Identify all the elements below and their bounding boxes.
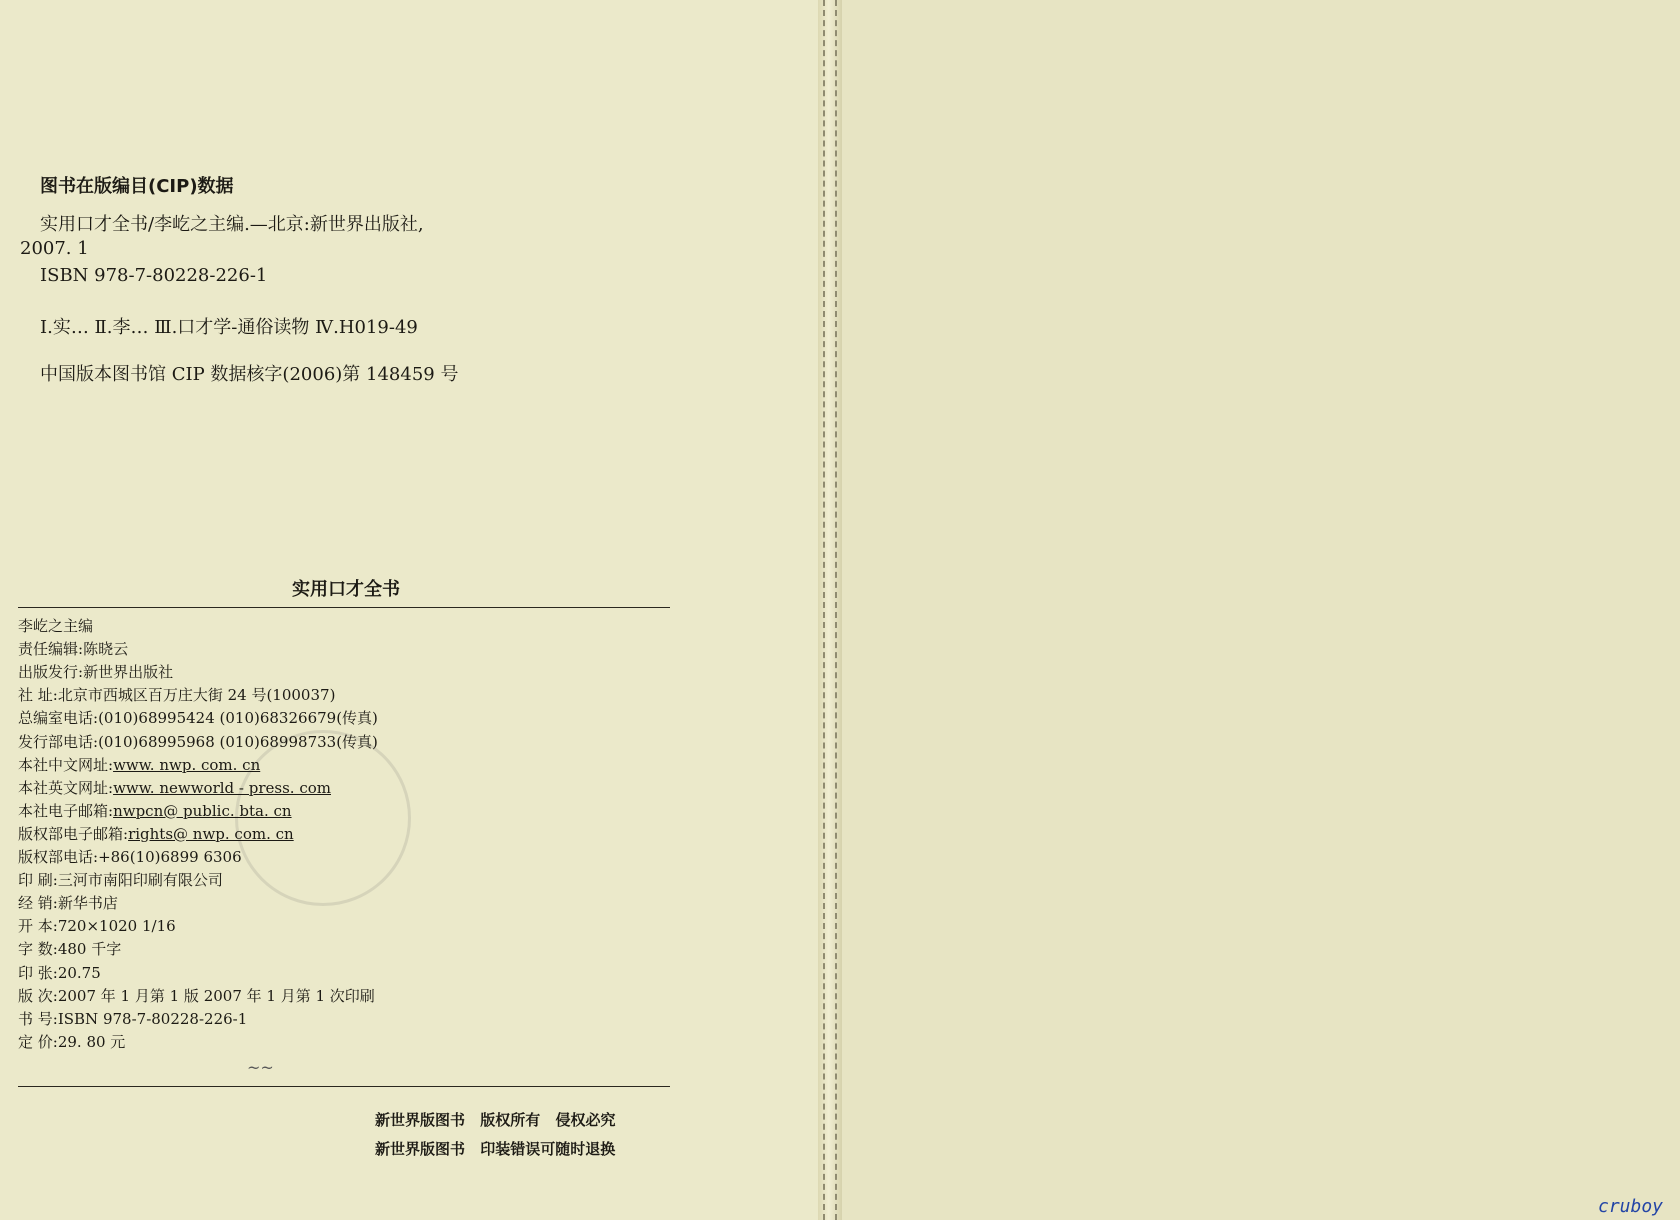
info-row (18, 638, 128, 661)
cip-record-line: ISBN 978-7-80228-226-1 (40, 265, 268, 286)
info-row (18, 892, 118, 915)
divider (18, 607, 670, 608)
info-value: (010)68995424 (010)68326679(传真) (98, 709, 378, 728)
info-value: 720×1020 1/16 (57, 917, 176, 936)
info-label: 本社英文网址: (18, 778, 114, 797)
info-label: 书 号: (18, 1009, 58, 1028)
info-label: 本社中文网址: (18, 755, 114, 774)
info-value: 主编 (63, 617, 94, 635)
info-row (18, 754, 260, 777)
cip-record-line: 中国版本图书馆 CIP 数据核字(2006)第 148459 号 (40, 364, 459, 385)
info-value: 20.75 (57, 963, 101, 982)
info-label: 责任编辑: (18, 640, 84, 659)
info-label: 版权部电话: (18, 848, 99, 866)
info-value: 陈晓云 (83, 640, 129, 659)
info-label: 版权部电子邮箱: (18, 824, 129, 843)
perforation-line (835, 0, 837, 1220)
info-row (18, 938, 121, 961)
info-row (18, 962, 101, 985)
info-value: +86(10)6899 6306 (98, 848, 242, 866)
info-value: rights@ nwp. com. cn (128, 824, 294, 843)
info-row (18, 731, 378, 754)
info-value: 480 千字 (57, 940, 122, 959)
cip-record-line: 实用口才全书/李屹之主编.—北京:新世界出版社, (40, 214, 424, 235)
info-label: 总编室电话: (18, 709, 99, 728)
right-page (830, 0, 1680, 1220)
info-label: 版 次: (18, 986, 58, 1005)
info-value: 三河市南阳印刷有限公司 (57, 871, 223, 890)
book-title: 实用口才全书 (292, 579, 400, 600)
rights-notice: 新世界版图书 印装错误可随时退换 (375, 1140, 616, 1158)
info-label: 字 数: (18, 940, 58, 959)
info-label: 定 价: (18, 1032, 58, 1051)
divider (18, 1086, 670, 1087)
info-row (18, 800, 292, 823)
info-label: 出版发行: (18, 663, 84, 682)
info-label: 印 张: (18, 963, 58, 982)
info-value: 29. 80 元 (57, 1032, 126, 1051)
left-page (0, 0, 830, 1220)
info-row (18, 869, 223, 892)
rights-notice: 新世界版图书 版权所有 侵权必究 (375, 1111, 616, 1129)
info-label: 社 址: (18, 686, 58, 705)
info-row (18, 661, 173, 684)
info-row (18, 985, 375, 1008)
info-value: (010)68995968 (010)68998733(传真) (98, 732, 378, 751)
book-gutter (818, 0, 842, 1220)
info-label: 本社电子邮箱: (18, 801, 114, 820)
info-row (18, 684, 335, 707)
info-row (18, 615, 93, 638)
info-value: 新华书店 (57, 894, 118, 913)
info-row (18, 1008, 247, 1031)
cip-heading: 图书在版编目(CIP)数据 (40, 176, 234, 197)
cip-record-line: 2007. 1 (20, 238, 89, 259)
cip-record-line: Ⅰ.实… Ⅱ.李… Ⅲ.口才学-通俗读物 Ⅳ.H019-49 (40, 317, 418, 338)
info-value: 北京市西城区百万庄大街 24 号(100037) (57, 686, 336, 705)
info-value: 新世界出版社 (83, 663, 174, 682)
info-row (18, 846, 242, 869)
info-label: 印 刷: (18, 871, 58, 890)
perforation-line (823, 0, 825, 1220)
info-value: 2007 年 1 月第 1 版 2007 年 1 月第 1 次印刷 (57, 986, 375, 1005)
info-row (18, 823, 294, 846)
info-value: ISBN 978-7-80228-226-1 (57, 1009, 248, 1028)
info-label: 发行部电话: (18, 732, 99, 751)
info-row (18, 1031, 125, 1054)
info-value: www. nwp. com. cn (113, 755, 261, 774)
info-row (18, 777, 331, 800)
watermark: cruboy (1598, 1196, 1664, 1217)
info-label: 开 本: (18, 917, 58, 936)
info-value: nwpcn@ public. bta. cn (113, 801, 292, 820)
info-value: www. newworld - press. com (113, 778, 331, 797)
info-row (18, 707, 378, 730)
info-label: 李屹之 (18, 617, 64, 635)
ornament: ~~ (247, 1058, 274, 1077)
info-row (18, 915, 176, 938)
info-label: 经 销: (18, 894, 58, 913)
